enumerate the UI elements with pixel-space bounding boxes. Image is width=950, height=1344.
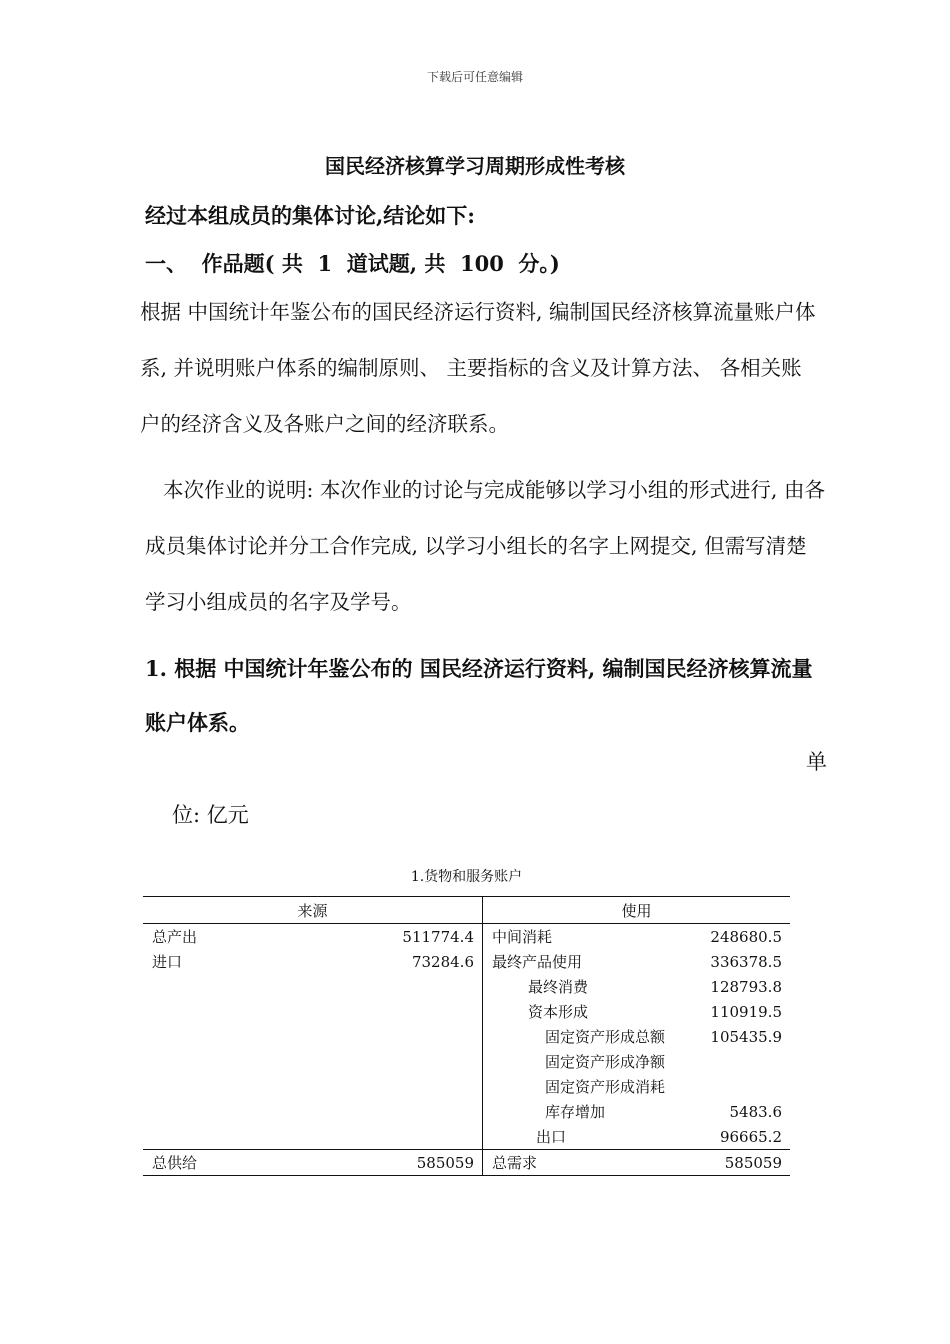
use-value-cell xyxy=(672,1074,790,1099)
use-label-text: 最终产品使用 xyxy=(492,953,583,971)
document-title: 国民经济核算学习周期形成性考核 xyxy=(325,154,625,178)
use-label-text: 中间消耗 xyxy=(492,928,553,946)
use-label-text: 固定资产形成消耗 xyxy=(545,1078,666,1096)
table-row xyxy=(143,924,790,950)
item-1-heading: 1. 根据 中国统计年鉴公布的 国民经济运行资料, 编制国民经济核算流量账户体系。 xyxy=(145,656,813,735)
table-row xyxy=(143,999,790,1024)
source-value-cell xyxy=(292,1099,483,1124)
use-value-cell: 96665.2 xyxy=(719,1127,782,1146)
use-label-text: 固定资产形成净额 xyxy=(545,1053,666,1071)
use-value-cell: 110919.5 xyxy=(710,1002,782,1021)
use-label-text: 固定资产形成总额 xyxy=(545,1028,666,1046)
use-label-cell xyxy=(483,974,673,999)
use-value-cell: 128793.8 xyxy=(710,977,782,996)
source-value-cell xyxy=(292,1049,483,1074)
use-value-cell: 248680.5 xyxy=(710,927,782,946)
total-source-value: 585059 xyxy=(292,1150,483,1176)
source-label-cell xyxy=(143,1049,292,1074)
source-value-cell xyxy=(292,1124,483,1150)
header-use: 使用 xyxy=(483,897,791,924)
table-row xyxy=(143,1049,790,1074)
use-label-cell xyxy=(483,1099,673,1124)
header-note: 下载后可任意编辑 xyxy=(426,70,523,84)
source-value-cell xyxy=(292,1024,483,1049)
use-label-text: 出口 xyxy=(536,1128,567,1146)
table-total-row xyxy=(143,1150,790,1176)
use-value-cell: 5483.6 xyxy=(729,1102,782,1121)
table-row xyxy=(143,1074,790,1099)
goods-services-account-table xyxy=(143,896,790,1176)
source-value-cell xyxy=(292,999,483,1024)
table-row xyxy=(143,1024,790,1049)
use-label-cell xyxy=(483,1074,673,1099)
source-label-cell xyxy=(143,1099,292,1124)
use-label-cell xyxy=(483,1049,673,1074)
table-header-row xyxy=(143,897,790,924)
section-heading: 一、 作品题( 共 1 道试题, 共 100 分。) xyxy=(145,251,560,276)
total-source-label: 总供给 xyxy=(143,1150,292,1176)
use-label-cell xyxy=(483,999,673,1024)
use-value-cell: 105435.9 xyxy=(710,1027,782,1046)
use-label-text: 库存增加 xyxy=(545,1103,606,1121)
use-label-cell xyxy=(483,1124,673,1150)
source-value-cell xyxy=(292,1074,483,1099)
source-label-cell xyxy=(143,999,292,1024)
use-value-cell xyxy=(672,1049,790,1074)
total-use-label: 总需求 xyxy=(483,1150,673,1176)
header-source: 来源 xyxy=(143,897,483,924)
use-label-cell xyxy=(483,924,673,950)
unit-label-part1: 单 xyxy=(806,750,827,774)
unit-label-part2: 位: 亿元 xyxy=(172,803,249,827)
source-label-cell: 总产出 xyxy=(152,928,198,946)
note-text: 本次作业的说明: 本次作业的讨论与完成能够以学习小组的形式进行, 由各成员集体讨论并分工合作完成, 以学习小组长的名字上网提交, 但需写清楚学习小组成员的名字及学号。 xyxy=(145,478,825,614)
task-paragraph: 根据 中国统计年鉴公布的国民经济运行资料, 编制国民经济核算流量账户体系, 并说明账户体系的编制原则、 主要指标的含义及计算方法、 各相关账户的经济含义及各账户之间的经济联系。 xyxy=(140,300,816,436)
source-value-cell: 511774.4 xyxy=(292,924,483,950)
table-row xyxy=(143,974,790,999)
source-label-cell xyxy=(143,1024,292,1049)
source-value-cell xyxy=(292,974,483,999)
total-use-value: 585059 xyxy=(672,1150,790,1176)
use-label-text: 最终消费 xyxy=(528,978,589,996)
use-label-text: 资本形成 xyxy=(528,1003,589,1021)
source-label-cell: 进口 xyxy=(152,953,183,971)
table-row xyxy=(143,949,790,974)
source-label-cell xyxy=(143,1074,292,1099)
use-label-cell xyxy=(483,949,673,974)
note-paragraph xyxy=(145,462,825,630)
source-label-cell xyxy=(143,974,292,999)
use-label-cell xyxy=(483,1024,673,1049)
use-value-cell: 336378.5 xyxy=(710,952,782,971)
table-row xyxy=(143,1099,790,1124)
source-value-cell: 73284.6 xyxy=(292,949,483,974)
source-label-cell xyxy=(143,1124,292,1150)
intro-line: 经过本组成员的集体讨论,结论如下: xyxy=(145,203,476,228)
table-caption: 1.货物和服务账户 xyxy=(410,869,523,885)
table-row xyxy=(143,1124,790,1150)
